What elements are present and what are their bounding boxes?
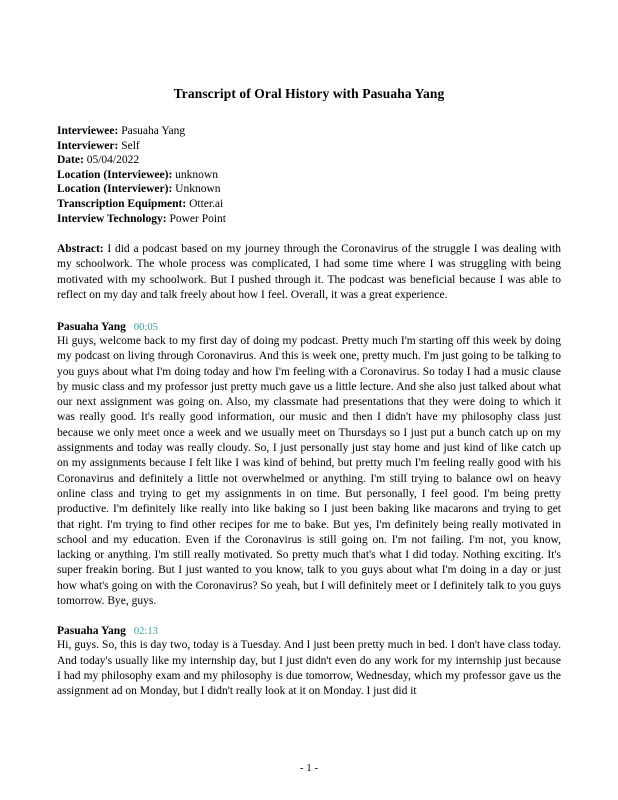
metadata-label: Transcription Equipment: [57, 197, 187, 210]
abstract-label: Abstract: [57, 243, 104, 256]
timestamp: 02:13 [133, 626, 158, 638]
speaker-name: Pasuaha Yang [57, 625, 126, 638]
metadata-label: Location (Interviewer): [57, 183, 173, 196]
metadata-label: Interview Technology: [57, 212, 167, 225]
metadata-row [57, 153, 561, 168]
metadata-row [57, 197, 561, 212]
metadata-label: Location (Interviewee): [57, 168, 173, 181]
metadata-value: unknown [175, 168, 218, 181]
metadata-value: 05/04/2022 [86, 154, 140, 167]
page-title: Transcript of Oral History with Pasuaha Yang [173, 86, 445, 101]
metadata-value: Unknown [175, 183, 221, 196]
speaker-name: Pasuaha Yang [57, 320, 126, 333]
metadata-row [57, 139, 561, 154]
transcript-entry-text: Hi, guys. So, this is day two, today is a Tuesday. And I just been pretty much in bed. I don't have class today. And today's usually like my internship day, but I just didn't even do any work for my internship just because I had my philosophy exam and my philosophy is due tomorrow, Wednesday, which my professor gave us the assignment ad on Monday, but I didn't really look at it on Monday. I just did it [57, 639, 561, 698]
metadata-row [57, 182, 561, 197]
page-number: - 1 - [299, 762, 319, 774]
metadata-label: Date: [57, 154, 84, 167]
metadata-block [57, 124, 561, 226]
metadata-row [57, 124, 561, 139]
abstract-paragraph [57, 242, 561, 303]
metadata-value: Power Point [169, 212, 226, 225]
transcript-entry-header [57, 625, 561, 637]
transcript-entry [57, 625, 561, 699]
metadata-value: Otter.ai [189, 197, 224, 210]
abstract-text: I did a podcast based on my journey through the Coronavirus of the struggle I was dealing with my schoolwork. The whole process was complicated, I had some time where I was struggling with being motivated with my schoolwork. But I pushed through it. The podcast was beneficial because I was able to reflect on my day and talk freely about how I feel. Overall, it was a great experience. [57, 243, 561, 301]
metadata-value: Self [121, 139, 140, 152]
metadata-label: Interviewee: [57, 125, 119, 137]
metadata-row [57, 168, 561, 183]
transcript-entry-header [57, 321, 561, 333]
metadata-row [57, 212, 561, 227]
metadata-label: Interviewer: [57, 139, 119, 152]
transcript-entry [57, 321, 561, 609]
timestamp: 00:05 [133, 321, 158, 333]
transcript-entry-text: Hi guys, welcome back to my first day of doing my podcast. Pretty much I'm starting off this week by doing my podcast on living through Coronavirus. And this is week one, pretty much. I'm just going to be talking to you guys about what I'm doing today and how I'm feeling with a Coronavirus. So today I had a music clause by music class and my professor just pretty much gave us a little lecture. And she also just talked about what our next assignment was going on. Also, my classmate had presentations that they were doing to which it was really good. It's really good information, our music and then I didn't have my philosophy class just because we only meet once a week and we usually meet on Thursdays so I just put a bunch catch up on my assignments and today was really cloudy. So, I just personally just stay home and just kind of like catch up on my assignments because I felt like I was kind of behind, but pretty much I'm feeling really good with his Coronavirus and definitely a little not overwhelmed or anything. I'm still trying to balance owl on heavy online class and trying to get my assignments in on time. But personally, I feel good. I'm being pretty productive. I'm definitely like really into like baking so I just been baking like macarons and trying to get that right. I'm trying to find other recipes for me to bake. But yes, I'm definitely being really motivated in school and my education. Even if the Coronavirus is still going on. I'm not failing. I'm not, you know, lacking or anything. I'm still really motivated. So pretty much that's what I did today. Nothing exciting. It's super freakin boring. But I just wanted to you know, talk to you guys about what I'm doing in a day or just how what's going on with the Coronavirus? So yeah, but I will definitely meet or I definitely talk to you guys tomorrow. Bye, guys. [57, 334, 561, 608]
metadata-value: Pasuaha Yang [121, 125, 186, 137]
